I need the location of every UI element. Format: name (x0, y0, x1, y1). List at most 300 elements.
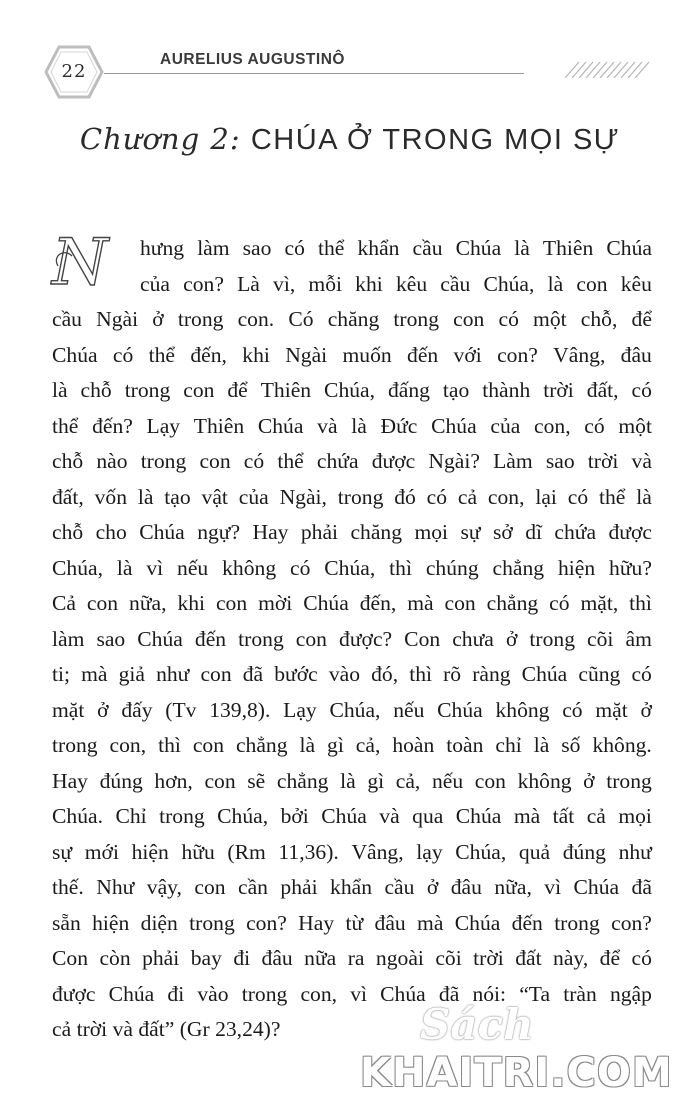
word: con (183, 378, 215, 402)
dropcap-letter: N (52, 226, 108, 296)
text-line (52, 231, 652, 267)
word: dĩ (525, 520, 542, 544)
word: chẳng (235, 733, 288, 757)
word: Như (96, 875, 135, 899)
word: Ngài, (279, 484, 327, 509)
word: Chúa, (483, 271, 535, 296)
word: hiện (131, 839, 169, 864)
word: đã (631, 875, 652, 899)
word: trong (554, 910, 600, 935)
word: Ngài (285, 342, 328, 367)
word: có (243, 449, 265, 473)
word: tạo (164, 484, 191, 509)
word: cầu (440, 271, 471, 296)
word: trong (529, 626, 575, 651)
body-text (52, 231, 652, 1048)
text-line (52, 551, 652, 587)
word: con, (300, 981, 338, 1006)
word: là (137, 484, 154, 509)
word: trong (241, 981, 288, 1006)
word: đó (394, 484, 416, 509)
word: con? (497, 342, 538, 367)
word: khi (177, 591, 206, 615)
word: Chúa (380, 981, 426, 1006)
word: (Tv (165, 697, 197, 722)
word: chẳng (276, 768, 329, 793)
word: phải (142, 946, 180, 970)
word: ngập (609, 981, 652, 1006)
word: mặt (52, 697, 85, 722)
word: ở (583, 768, 595, 793)
word: Lạy (283, 697, 317, 722)
word: vì, (273, 271, 296, 296)
text-line (52, 622, 652, 658)
text-line (52, 338, 652, 374)
word: trong (393, 307, 439, 331)
word: thể (148, 342, 176, 367)
word: con? (183, 271, 224, 296)
word: thể (318, 236, 345, 260)
word: ngự? (197, 520, 241, 544)
text-line (52, 267, 652, 303)
word: như (618, 839, 652, 864)
word: Chúa (321, 804, 367, 828)
word: sẽ (247, 768, 266, 793)
word: tất (552, 804, 575, 828)
word: cả, (355, 733, 381, 757)
word: chúng (425, 555, 479, 580)
word: lại (535, 484, 557, 509)
word: Chúa (455, 236, 502, 260)
word: không (222, 555, 277, 580)
word: chỗ (80, 378, 112, 402)
word: cả (457, 484, 478, 509)
text-line (52, 657, 652, 693)
word: cho (95, 520, 127, 544)
word: thế. (52, 875, 84, 899)
word: có (549, 591, 570, 615)
word: quả (518, 839, 551, 864)
word: Cả (52, 591, 76, 615)
word: khẩn (330, 875, 373, 899)
word: cầu (52, 307, 82, 331)
word: con (453, 307, 485, 331)
word: lạy (416, 839, 443, 864)
word: trong (124, 378, 171, 402)
word: con (444, 591, 476, 615)
word: 11,36). (278, 839, 339, 864)
text-line (52, 870, 652, 906)
word: sẵn (52, 910, 81, 935)
text-line (52, 693, 652, 729)
word: con? (246, 910, 287, 935)
word: đến? (92, 413, 133, 438)
word: có (290, 555, 311, 580)
word: hoàn (392, 733, 435, 757)
word: con (474, 768, 506, 793)
word: là (547, 271, 564, 296)
word: con (199, 449, 231, 473)
text-line (52, 941, 652, 977)
word: toàn (446, 733, 484, 757)
word: con (86, 591, 119, 615)
word: trời (587, 449, 619, 473)
page-header (0, 0, 700, 110)
word: chăng (350, 520, 403, 544)
word: của (140, 271, 170, 296)
text-line (52, 302, 652, 338)
word: ở (426, 875, 439, 899)
word: (Rm (227, 839, 266, 864)
word: có (112, 342, 134, 367)
word: Chúa (573, 875, 620, 899)
word: mời (258, 591, 293, 615)
word: chứa (554, 520, 597, 544)
word: có (498, 307, 519, 331)
word: trong (337, 484, 384, 509)
word: nếu (431, 768, 464, 793)
word: con (200, 662, 232, 686)
word: được (371, 449, 416, 473)
word: có (426, 484, 448, 509)
word: nữa (304, 946, 337, 970)
word: trời (543, 378, 574, 402)
word: Chúa (521, 662, 568, 686)
word: Chúa, (455, 839, 507, 864)
word: mỗi (308, 271, 342, 296)
word: chẳng (492, 555, 545, 580)
watermark-main: KHAITRI.COM (360, 1050, 673, 1096)
word: Chúa (303, 591, 349, 615)
word: Thiên (193, 413, 245, 438)
word: chăng (327, 307, 380, 331)
word: sao (242, 236, 272, 260)
word: như (156, 662, 190, 686)
word: hữu? (609, 555, 652, 580)
word: vì (350, 981, 367, 1006)
word: Chúa, (329, 697, 381, 722)
chapter-title-prefix: Chương 2: (79, 122, 241, 156)
word: Chúa (455, 804, 502, 828)
word: đấng (387, 378, 430, 402)
word: đất, (586, 378, 619, 402)
word: mới (84, 839, 119, 864)
word: nếu (393, 697, 425, 722)
text-line: cả trời và đất” (Gr 23,24)? (52, 1017, 281, 1041)
word: ở (640, 697, 652, 722)
word: rõ (443, 662, 462, 686)
word: và (317, 413, 338, 438)
word: con. (237, 307, 275, 331)
word: cũng (578, 662, 621, 686)
word: đó, (371, 662, 399, 686)
word: con, (109, 733, 147, 757)
word: mặt (595, 697, 628, 722)
word: âm (625, 626, 652, 651)
word: là (514, 236, 530, 260)
word: gì (327, 733, 344, 757)
word: vì (544, 875, 562, 899)
word: nếu (177, 555, 209, 580)
word: được (608, 520, 652, 544)
word: của (490, 413, 521, 438)
word: có (631, 378, 652, 402)
word: hiện (557, 555, 596, 580)
word: con (194, 875, 226, 899)
word: thể (277, 449, 304, 473)
word: thì (389, 555, 412, 580)
word: Chúa (431, 413, 477, 438)
word: không (495, 697, 550, 722)
chapter-title-main: CHÚA Ở TRONG MỌI SỰ (250, 124, 621, 156)
word: thể (52, 413, 79, 438)
word: diện (140, 910, 178, 935)
word: một (618, 413, 652, 438)
word: ở (152, 307, 164, 331)
page-number: 22 (61, 61, 87, 82)
word: gì (367, 768, 385, 793)
word: mà (513, 804, 541, 828)
word: đâu (620, 342, 652, 367)
word: số (561, 733, 581, 757)
word: nữa, (129, 591, 167, 615)
text-line (52, 586, 652, 622)
word: đất (515, 946, 542, 970)
word: cả, (395, 768, 421, 793)
word: vậy, (146, 875, 182, 899)
word: cần (238, 875, 268, 899)
word: 139,8). (209, 697, 271, 722)
word: hơn, (154, 768, 193, 793)
word: ở (97, 697, 109, 722)
word: có (562, 697, 583, 722)
word: Chúa (606, 236, 652, 260)
word: còn (99, 946, 131, 970)
word: và (631, 449, 652, 473)
word: vì (146, 555, 164, 580)
word: chỉ (495, 733, 522, 757)
word: từ (345, 910, 364, 935)
text-line (52, 480, 652, 516)
word: cõi (587, 626, 614, 651)
word: có (284, 236, 305, 260)
word: mà (417, 910, 444, 935)
word: trong (52, 733, 98, 757)
word: Chúa (108, 981, 155, 1006)
word: Làm (493, 449, 533, 473)
word: Hay (52, 768, 88, 793)
word: cõi (435, 946, 462, 970)
word: khi (355, 271, 383, 296)
word: đến (194, 626, 227, 651)
word: vào (197, 981, 229, 1006)
word: có (567, 484, 589, 509)
word: mà (407, 591, 434, 615)
word: có (631, 946, 652, 970)
word: đến, (190, 342, 227, 367)
word: thì (158, 733, 181, 757)
word: đến (511, 910, 543, 935)
word: Con (52, 946, 88, 970)
word: đâu (450, 875, 482, 899)
text-line (52, 728, 652, 764)
word: Đức (380, 413, 418, 438)
word: Chúa (257, 413, 304, 438)
word: Con (404, 626, 441, 651)
chapter-title (0, 122, 700, 157)
word: sự (460, 520, 481, 544)
word: phải (300, 520, 339, 544)
word: Hay (252, 520, 289, 544)
text-line (52, 409, 652, 445)
word: con (204, 768, 236, 793)
word: Ngài (96, 307, 139, 331)
word: cả (586, 804, 606, 828)
word: cầu (412, 236, 443, 260)
word: trong (238, 626, 284, 651)
word: là (351, 413, 367, 438)
word: con (576, 271, 608, 296)
word: chẳng (486, 591, 539, 615)
header-rule (104, 73, 524, 74)
word: là (636, 484, 652, 509)
word: chỗ (52, 520, 84, 544)
word: Chúa (52, 342, 98, 367)
word: hiện (92, 910, 130, 935)
word: sao (545, 449, 575, 473)
word: thì (409, 662, 433, 686)
word: đâu (374, 910, 406, 935)
word: Chúa, (324, 378, 376, 402)
word: trong (140, 449, 187, 473)
word: là (299, 733, 316, 757)
word: đến (407, 342, 439, 367)
word: đất, (52, 484, 84, 509)
word: mọi (618, 804, 652, 828)
word: đâu (261, 946, 293, 970)
word: đúng (99, 768, 143, 793)
word: trong (177, 307, 224, 331)
word: ra (347, 946, 365, 970)
word: con, (487, 484, 525, 509)
text-line (52, 764, 652, 800)
word: trong (606, 768, 652, 793)
hatch-ornament-icon (565, 58, 655, 78)
word: đã (242, 662, 264, 686)
text-line (52, 906, 652, 942)
word: đi (233, 946, 251, 970)
word: thành (482, 378, 531, 402)
word: chỗ, (580, 307, 618, 331)
word: chứa (316, 449, 359, 473)
word: bay (190, 946, 222, 970)
word: không. (592, 733, 652, 757)
word: đúng (562, 839, 606, 864)
word: trời (473, 946, 504, 970)
word: làm (52, 626, 85, 651)
word: ti; (52, 662, 70, 686)
word: của (238, 484, 269, 509)
word: khẩn (357, 236, 400, 260)
word: được (52, 981, 96, 1006)
word: Ngài? (428, 449, 480, 473)
word: kêu (620, 271, 652, 296)
word: tràn (563, 981, 597, 1006)
word: đi (167, 981, 185, 1006)
word: Chúa. (52, 804, 103, 828)
word: sở (492, 520, 513, 544)
word: phải (280, 875, 318, 899)
word: Lạy (146, 413, 181, 438)
running-head: AURELIUS AUGUSTINÔ (160, 51, 345, 68)
word: Chúa (139, 520, 185, 544)
word: qua (412, 804, 444, 828)
word: giả (118, 662, 145, 686)
word: Chúa (454, 910, 501, 935)
word: sự (52, 839, 73, 864)
text-line (52, 515, 652, 551)
word: Vâng, (553, 342, 606, 367)
word: hưng (140, 236, 185, 260)
word: vốn (94, 484, 128, 509)
word: nữa, (494, 875, 532, 899)
word: làm (197, 236, 230, 260)
word: trong (159, 804, 205, 828)
word: hữu (181, 839, 215, 864)
word: Vâng, (351, 839, 404, 864)
word: ngoài (375, 946, 424, 970)
word: có (584, 413, 605, 438)
word: là (116, 555, 133, 580)
word: một (533, 307, 567, 331)
word: Thiên (542, 236, 594, 260)
word: khi (242, 342, 270, 367)
word: Chỉ (115, 804, 147, 828)
word: Hay (298, 910, 335, 935)
word: muốn (342, 342, 392, 367)
word: sao (96, 626, 126, 651)
word: Chúa (437, 697, 483, 722)
page-number-badge (44, 44, 104, 100)
word: Chúa, (324, 555, 376, 580)
word: kêu (395, 271, 428, 296)
text-line (52, 373, 652, 409)
word: con (192, 733, 225, 757)
word: con (295, 626, 327, 651)
word: là (52, 378, 68, 402)
word: đã (438, 981, 460, 1006)
word: chỗ (52, 449, 84, 473)
word: cầu (384, 875, 415, 899)
watermark (360, 1000, 680, 1110)
word: ràng (472, 662, 511, 686)
word: thể (599, 484, 626, 509)
word: nói: (472, 981, 507, 1006)
word: Chúa, (52, 555, 103, 580)
word: vật (201, 484, 228, 509)
word: bước (274, 662, 318, 686)
word: là (533, 733, 550, 757)
word: mặt, (580, 591, 619, 615)
word: là (340, 768, 356, 793)
word: được? (339, 626, 393, 651)
word: với (453, 342, 482, 367)
word: Chúa (137, 626, 183, 651)
word: nào (96, 449, 128, 473)
word: để (631, 307, 652, 331)
word: Có (288, 307, 314, 331)
word: để (599, 946, 621, 970)
